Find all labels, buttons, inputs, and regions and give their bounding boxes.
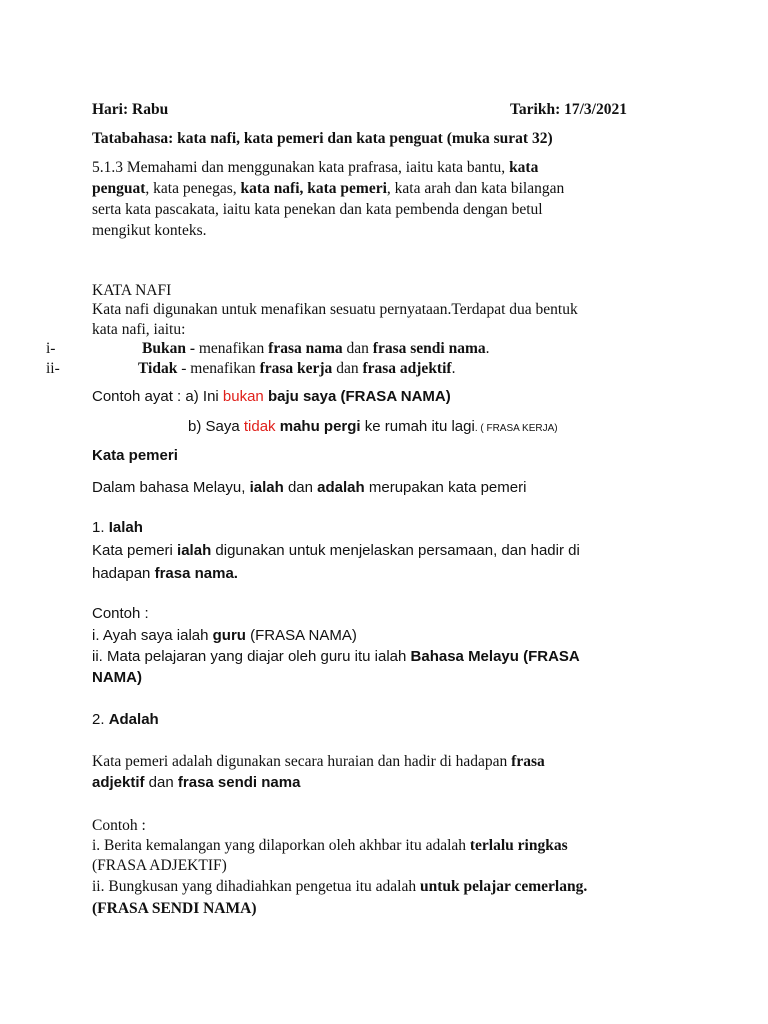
example-bold: guru [212, 627, 246, 644]
standard-line-4: mengikut konteks. [92, 222, 207, 239]
example-a [92, 387, 451, 407]
desc-bold: frasa sendi nama [177, 774, 301, 791]
list-item-end: . [485, 340, 490, 357]
kata-nafi-heading: KATA NAFI [92, 282, 172, 299]
section-title: Ialah [108, 519, 143, 536]
example-bold: terlalu ringkas [469, 837, 568, 854]
desc-text: hadapan [92, 565, 155, 582]
desc-bold: adjektif [92, 774, 145, 791]
example-bold: Bahasa Melayu (FRASA [410, 648, 580, 665]
list-item-text: - menafikan [177, 360, 260, 377]
kata-pemeri-heading: Kata pemeri [92, 447, 178, 464]
list-item-word: Tidak [138, 360, 178, 377]
standard-text: , kata penegas, [145, 180, 241, 197]
list-item-word: Bukan - [142, 340, 195, 357]
example-b [188, 417, 558, 439]
header-date: Tarikh: 17/3/2021 [510, 101, 627, 118]
desc-text: dan [144, 774, 178, 791]
topic-rest: (muka surat 32) [442, 130, 553, 147]
adalah-desc-2 [92, 773, 300, 793]
list-item-bold: frasa adjektif [362, 360, 452, 377]
example-bold: mahu pergi [275, 418, 361, 435]
standard-line-2 [92, 179, 564, 199]
list-item-text: dan [342, 340, 373, 357]
kata-nafi-para-2: kata nafi, iaitu: [92, 321, 186, 338]
section-number: 2. [92, 711, 109, 728]
list-item-bukan [142, 339, 490, 359]
desc-bold: ialah [177, 542, 212, 559]
example-text: ii. Mata pelajaran yang diajar oleh guru itu ialah [92, 648, 411, 665]
header-day: Hari: Rabu [92, 101, 169, 118]
section-title: Adalah [108, 711, 159, 728]
list-number: i- [46, 340, 56, 357]
example-highlight: tidak [243, 418, 276, 435]
section-number: 1. [92, 519, 109, 536]
ialah-example-2-cont: NAMA) [92, 669, 142, 686]
list-item-bold: frasa sendi nama [372, 340, 486, 357]
list-number: ii- [46, 360, 60, 377]
ialah-desc-2 [92, 564, 238, 584]
intro-text: Dalam bahasa Melayu, [92, 479, 250, 496]
adalah-heading [92, 710, 159, 730]
adalah-desc-1 [92, 752, 545, 772]
list-item-text: dan [332, 360, 363, 377]
ialah-contoh: Contoh : [92, 605, 149, 622]
standard-bold: penguat [92, 180, 146, 197]
ialah-heading [92, 518, 143, 538]
adalah-example-2-cont: (FRASA SENDI NAMA) [92, 900, 257, 917]
adalah-contoh: Contoh : [92, 817, 146, 834]
intro-text: merupakan kata pemeri [364, 479, 527, 496]
example-text: Contoh ayat : a) Ini [92, 388, 223, 405]
list-item-end: . [451, 360, 456, 377]
kata-nafi-para-1: Kata nafi digunakan untuk menafikan sesuatu pernyataan.Terdapat dua bentuk [92, 301, 578, 318]
standard-bold: kata nafi, kata pemeri [240, 180, 387, 197]
desc-text: Kata pemeri [92, 542, 178, 559]
adalah-example-1-cont: (FRASA ADJEKTIF) [92, 857, 227, 874]
standard-line-3: serta kata pascakata, iaitu kata penekan dan kata pembenda dengan betul [92, 201, 543, 218]
list-item-text: menafikan [195, 340, 269, 357]
ialah-example-1 [92, 626, 357, 646]
desc-text: Kata pemeri adalah digunakan secara huraian dan hadir di hadapan [92, 753, 512, 770]
ialah-example-2 [92, 647, 580, 667]
standard-text: 5.1.3 Memahami dan menggunakan kata prafrasa, iaitu kata bantu, [92, 159, 510, 176]
adalah-example-2 [92, 877, 587, 897]
example-text: i. Ayah saya ialah [92, 627, 213, 644]
example-text: ii. Bungkusan yang dihadiahkan pengetua itu adalah [92, 878, 420, 895]
kata-pemeri-intro [92, 478, 526, 498]
intro-text: dan [283, 479, 318, 496]
example-bold: baju saya (FRASA NAMA) [263, 388, 451, 405]
desc-bold: frasa nama. [154, 565, 238, 582]
topic-bold: Tatabahasa: kata nafi, kata pemeri dan kata penguat [92, 130, 443, 147]
example-text: ke rumah itu lagi [360, 418, 475, 435]
intro-bold: adalah [317, 479, 365, 496]
example-highlight: bukan [222, 388, 264, 405]
desc-text: digunakan untuk menjelaskan persamaan, dan hadir di [211, 542, 580, 559]
example-text: (FRASA NAMA) [245, 627, 357, 644]
example-text: i. Berita kemalangan yang dilaporkan oleh akhbar itu adalah [92, 837, 470, 854]
topic-line [92, 129, 553, 149]
desc-bold: frasa [511, 753, 545, 770]
list-item-tidak [138, 359, 455, 379]
example-text: b) Saya [188, 418, 244, 435]
ialah-desc-1 [92, 541, 580, 561]
list-item-bold: frasa nama [268, 340, 343, 357]
adalah-example-1 [92, 836, 568, 856]
standard-text: , kata arah dan kata bilangan [386, 180, 565, 197]
standard-line-1 [92, 158, 538, 178]
example-note: . ( FRASA KERJA) [474, 423, 558, 434]
example-bold: untuk pelajar cemerlang. [420, 878, 588, 895]
standard-bold: kata [509, 159, 539, 176]
list-item-bold: frasa kerja [259, 360, 333, 377]
intro-bold: ialah [249, 479, 284, 496]
